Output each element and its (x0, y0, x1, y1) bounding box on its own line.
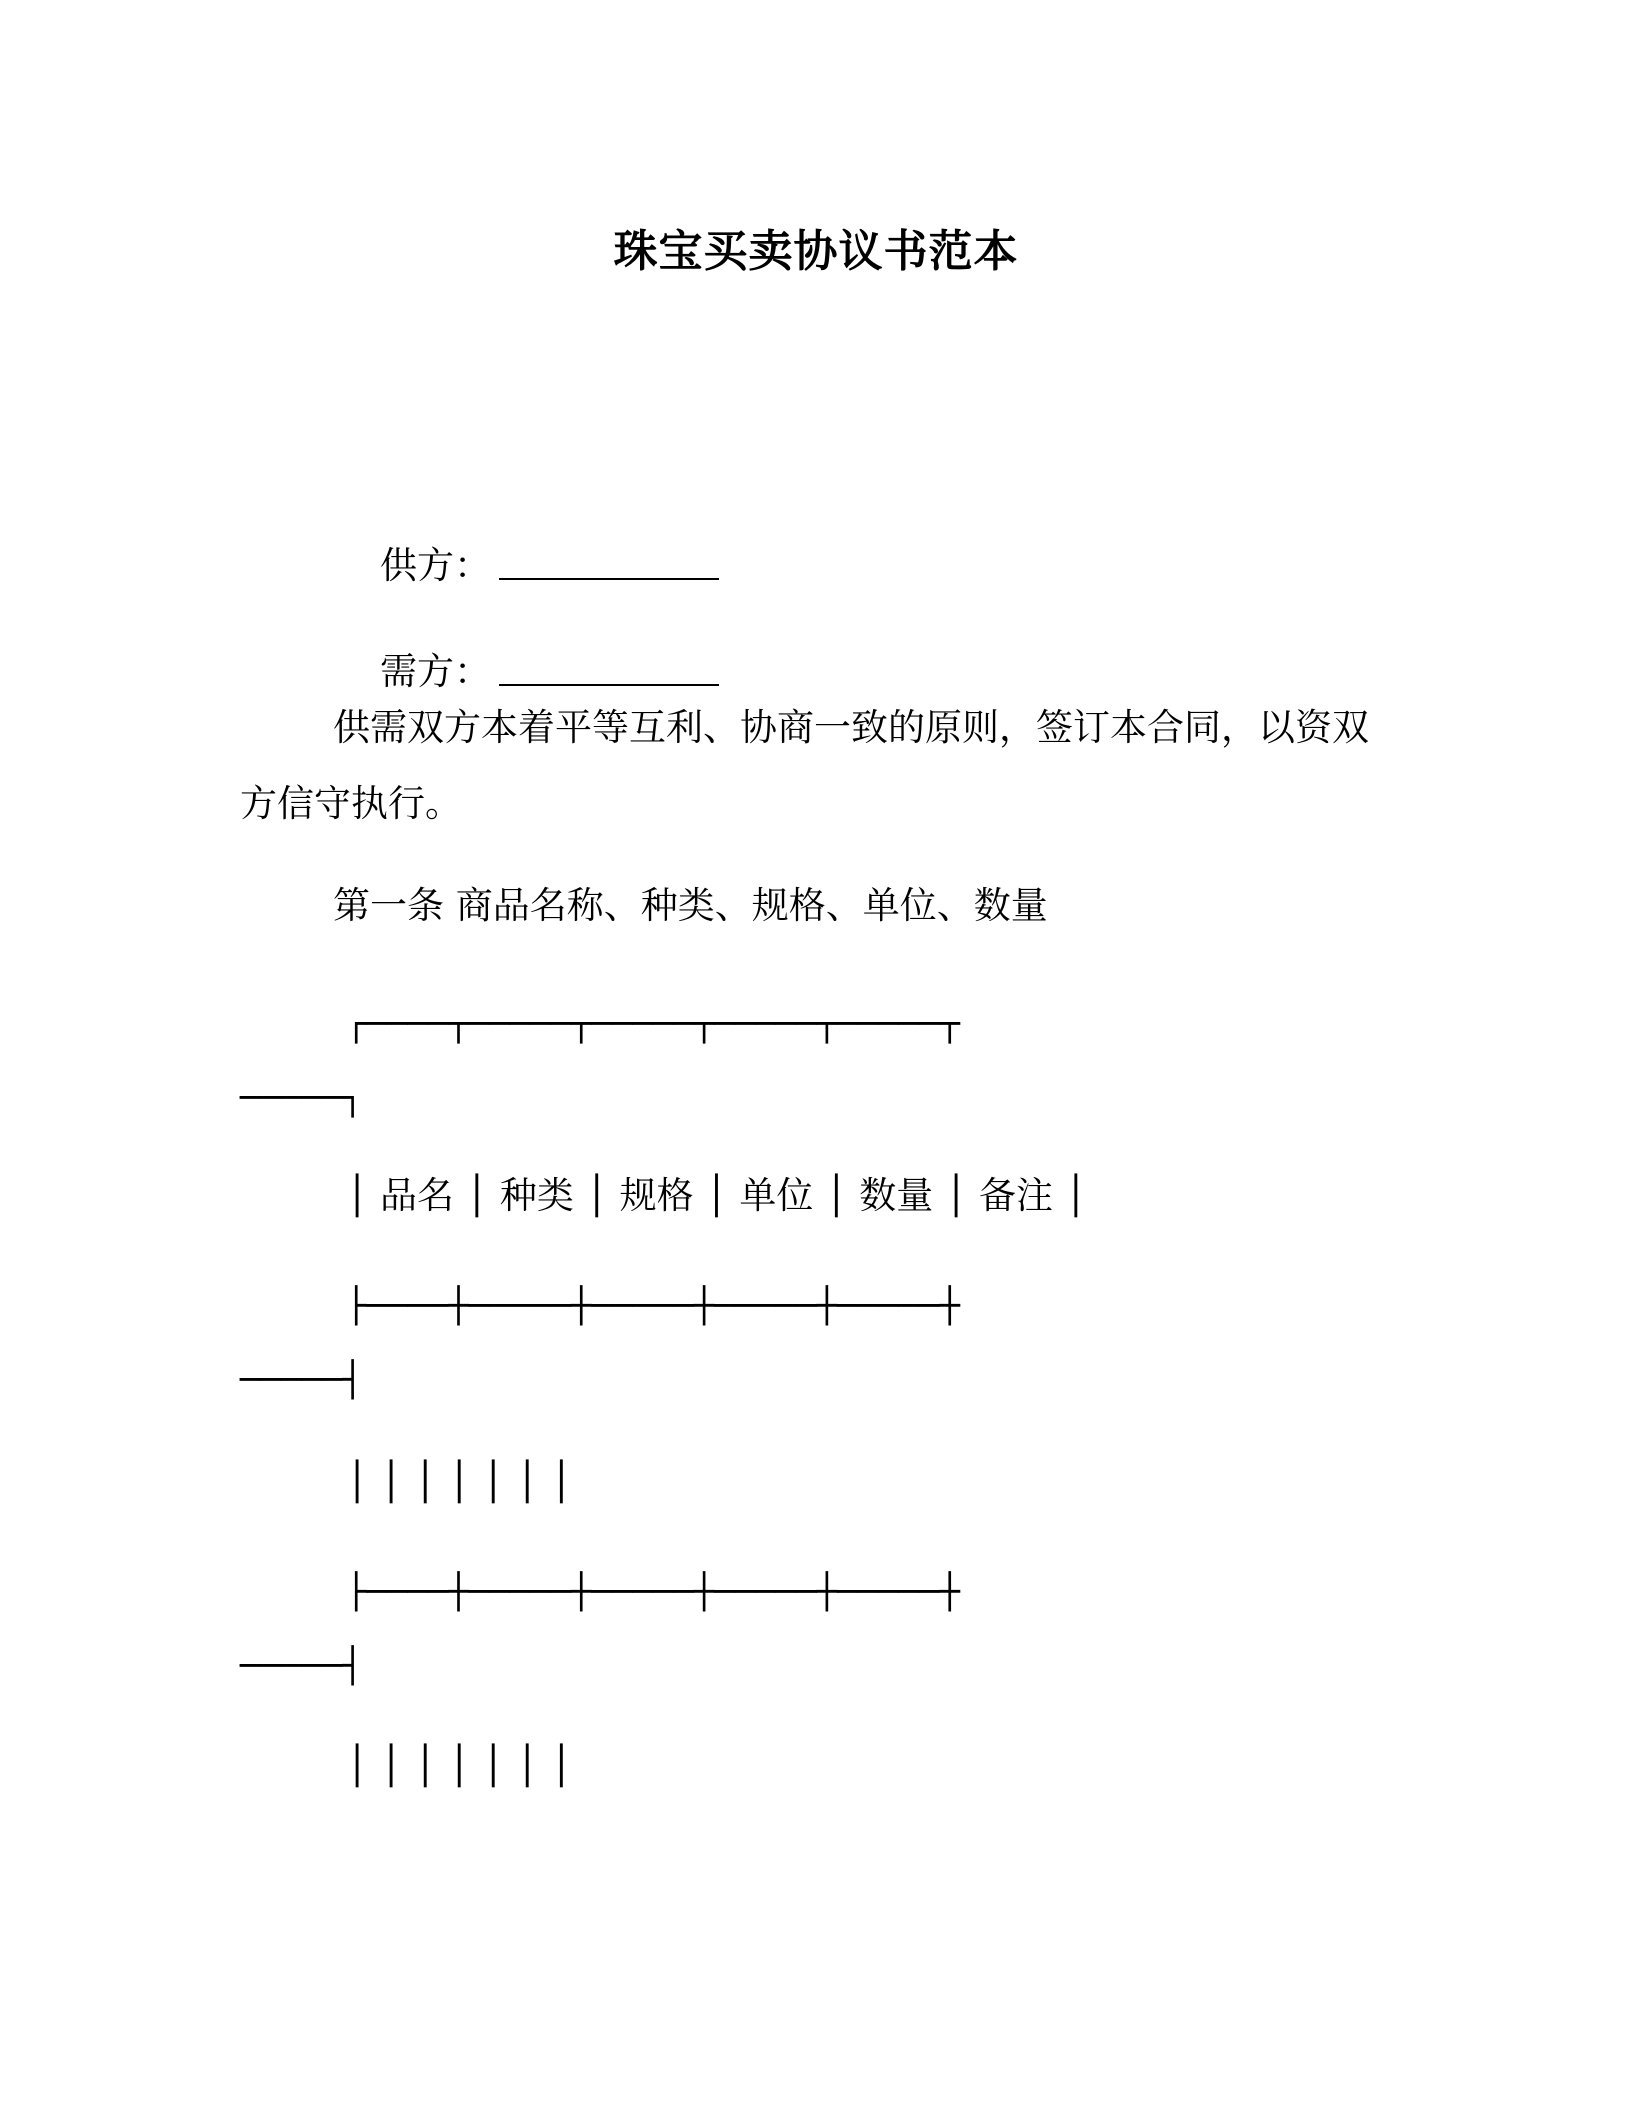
supplier-label: 供方： (380, 544, 492, 587)
intro-paragraph-line1: 供需双方本着平等互利、协商一致的原则，签订本合同，以资双 (333, 706, 1369, 749)
supplier-blank[interactable] (499, 548, 719, 580)
table-top-border-line2: ─────┐ (240, 1078, 363, 1118)
document-title: 珠宝买卖协议书范本 (613, 226, 1019, 277)
buyer-label: 需方： (380, 650, 492, 693)
intro-paragraph-line2: 方信守执行。 (240, 782, 462, 825)
table-empty-row: │ │ │ │ │ │ │ (346, 1460, 573, 1503)
table-separator2-line2: ─────┤ (240, 1646, 363, 1686)
table-empty-row-2: │ │ │ │ │ │ │ (346, 1744, 573, 1787)
table-header-row: │ 品名 │ 种类 │ 规格 │ 单位 │ 数量 │ 备注 │ (346, 1174, 1088, 1217)
table-separator2-line1: ├────┼─────┼─────┼─────┼─────┼ (346, 1572, 961, 1612)
table-separator-line2: ─────┤ (240, 1360, 363, 1400)
table-top-border-line1: ┌────┬─────┬─────┬─────┬─────┬ (346, 1004, 961, 1044)
article1-heading: 第一条 商品名称、种类、规格、单位、数量 (333, 884, 1048, 927)
table-separator-line1: ├────┼─────┼─────┼─────┼─────┼ (346, 1286, 961, 1326)
buyer-blank[interactable] (499, 654, 719, 686)
